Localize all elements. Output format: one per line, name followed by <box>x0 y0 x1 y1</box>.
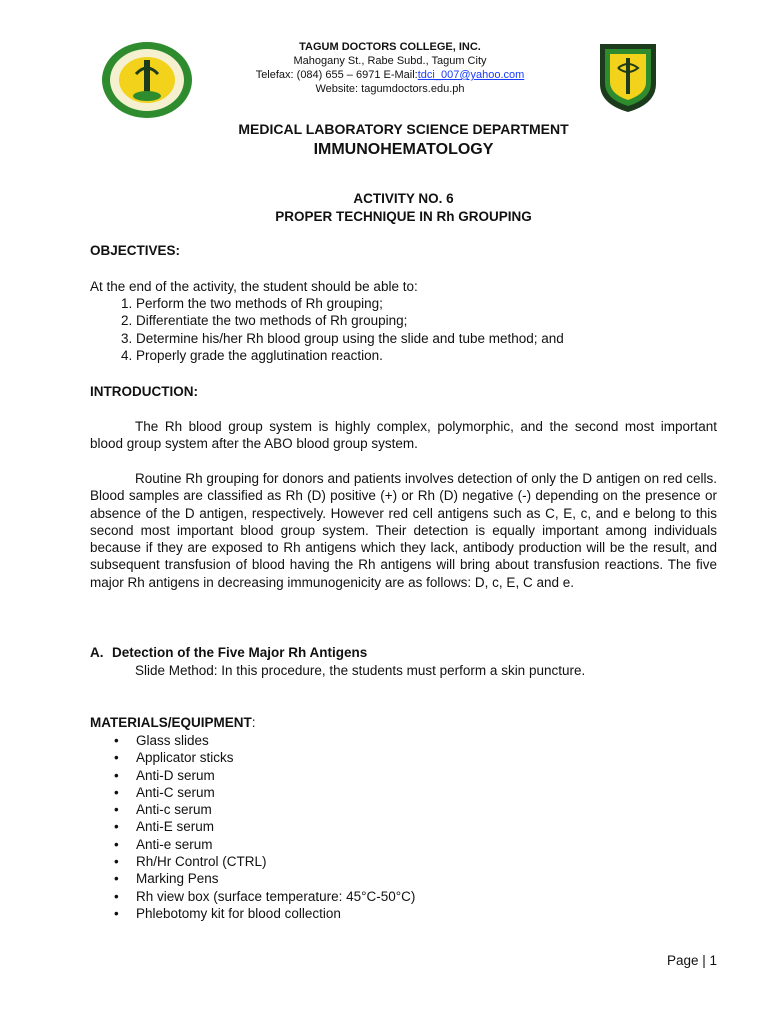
introduction-heading: INTRODUCTION: <box>90 384 198 399</box>
objectives-list <box>90 295 736 364</box>
objective-item: 1. Perform the two methods of Rh grouping; <box>136 295 736 312</box>
material-item: • Marking Pens <box>90 870 690 887</box>
introduction-paragraph: The Rh blood group system is highly complex, polymorphic, and the second most important blood group system after the ABO blood group system. <box>90 419 717 452</box>
college-name: TAGUM DOCTORS COLLEGE, INC. <box>299 41 481 53</box>
email-link[interactable]: tdci_007@yahoo.com <box>417 69 525 81</box>
objectives-heading: OBJECTIVES: <box>90 243 181 258</box>
page-number: Page | 1 <box>666 953 717 968</box>
introduction-paragraph: Routine Rh grouping for donors and patients involves detection of only the D antigen on red cells. Blood samples are classified as Rh (D) positive (+) or Rh (D) negative (-) depending on the presence or absence of the D antigen, respectively. However red cell antigens such as C, E, c, and e belong to this second most important blood group system. Their detection is equally important among individuals because if they are exposed to Rh antigens which they lack, antibody production will be the result, and subsequent transfusion of blood having the Rh antigens will bring about transfusion reactions. The five major Rh antigens in decreasing immunogenicity are as follows: D, c, E, C and e. <box>90 471 717 590</box>
contact-line <box>200 68 580 82</box>
objective-item: 4. Properly grade the agglutination reaction. <box>136 347 736 364</box>
objectives-intro: At the end of the activity, the student should be able to: <box>90 279 418 294</box>
activity-number: ACTIVITY NO. 6 <box>353 191 454 206</box>
department-seal-icon <box>594 40 662 114</box>
material-item: • Applicator sticks <box>90 749 690 766</box>
material-item: • Anti-E serum <box>90 818 690 835</box>
website-line: Website: tagumdoctors.edu.ph <box>315 83 465 95</box>
department-title: MEDICAL LABORATORY SCIENCE DEPARTMENT <box>238 121 569 137</box>
materials-list <box>90 732 690 922</box>
material-item: • Rh view box (surface temperature: 45°C-50°C) <box>90 888 690 905</box>
material-item: • Anti-C serum <box>90 784 690 801</box>
objective-item: 3. Determine his/her Rh blood group using the slide and tube method; and <box>136 330 736 347</box>
telefax-text: Telefax: (084) 655 – 6971 E-Mail: <box>255 69 418 81</box>
college-address: Mahogany St., Rabe Subd., Tagum City <box>293 55 487 67</box>
material-item: • Anti-e serum <box>90 836 690 853</box>
material-item: • Rh/Hr Control (CTRL) <box>90 853 690 870</box>
slide-method-text: Slide Method: In this procedure, the students must perform a skin puncture. <box>135 663 586 678</box>
activity-title: PROPER TECHNIQUE IN Rh GROUPING <box>275 209 532 224</box>
materials-heading <box>90 714 256 732</box>
subject-title: IMMUNOHEMATOLOGY <box>313 141 494 158</box>
letterhead <box>200 40 580 96</box>
section-a-heading <box>90 644 367 662</box>
material-item: • Glass slides <box>90 732 690 749</box>
materials-heading-colon: : <box>251 715 256 730</box>
activity-header <box>90 190 717 226</box>
section-a-label: A. <box>90 645 104 660</box>
material-item: • Phlebotomy kit for blood collection <box>90 905 690 922</box>
materials-heading-text: MATERIALS/EQUIPMENT <box>90 715 252 730</box>
college-seal-icon <box>100 40 194 120</box>
objective-item: 2. Differentiate the two methods of Rh grouping; <box>136 312 736 329</box>
material-item: • Anti-D serum <box>90 767 690 784</box>
section-a-title: Detection of the Five Major Rh Antigens <box>112 645 368 660</box>
material-item: • Anti-c serum <box>90 801 690 818</box>
